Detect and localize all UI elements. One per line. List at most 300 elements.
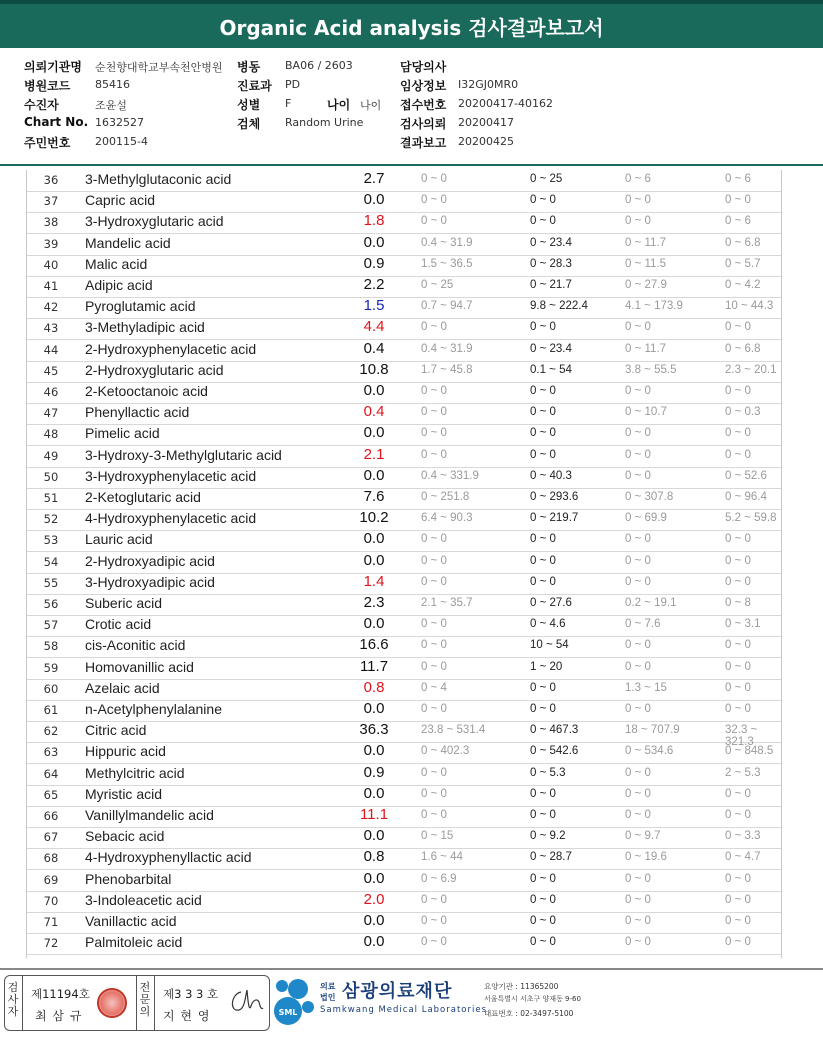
result-value: 1.5 (363, 297, 385, 315)
reference-range-3: 0 ~ 0 (625, 809, 651, 821)
clinical-info-label: 임상정보 (400, 79, 447, 93)
reference-range-4: 0 ~ 4.7 (725, 851, 761, 864)
result-value: 2.2 (363, 276, 385, 293)
result-value: 0.0 (363, 191, 385, 209)
footer-divider (0, 968, 823, 970)
table-row (27, 488, 781, 510)
reference-range-4: 0 ~ 0 (725, 575, 751, 588)
acid-name: 2-Ketoglutaric acid (85, 489, 201, 505)
acid-name: Mandelic acid (85, 234, 171, 251)
reference-range-1: 0 ~ 0 (421, 766, 447, 779)
acid-name: 4-Hydroxyphenyllactic acid (85, 849, 252, 866)
reference-range-4: 0 ~ 0 (725, 321, 751, 334)
ward-value: BA06 / 2603 (285, 59, 353, 72)
reference-range-3: 0 ~ 0 (625, 660, 651, 673)
reference-range-2: 0 ~ 4.6 (530, 618, 566, 631)
reference-range-4: 0 ~ 0 (725, 194, 751, 207)
reference-range-4: 0 ~ 5.7 (725, 257, 761, 270)
table-row (27, 912, 781, 934)
result-table (26, 170, 782, 958)
reference-range-2: 0 ~ 23.4 (530, 342, 572, 355)
row-number: 60 (43, 681, 59, 696)
specimen-value: Random Urine (285, 116, 364, 129)
table-row (27, 424, 781, 446)
table-row (27, 742, 781, 764)
table-row (27, 234, 781, 256)
signature-icon (227, 984, 265, 1020)
department-label: 진료과 (237, 79, 272, 93)
table-row (27, 403, 781, 425)
reference-range-2: 0 ~ 0 (530, 703, 556, 715)
reference-range-2: 0 ~ 0 (530, 681, 556, 694)
reference-range-1: 0 ~ 0 (421, 893, 447, 906)
reference-range-3: 0 ~ 10.7 (625, 406, 667, 419)
reference-range-1: 0.4 ~ 331.9 (421, 469, 479, 482)
acid-name: 2-Ketooctanoic acid (85, 383, 208, 399)
reference-range-3: 0 ~ 69.9 (625, 512, 667, 525)
acid-name: Homovanillic acid (85, 658, 194, 675)
org-prefix-top: 의료 (320, 982, 336, 991)
row-number: 62 (43, 724, 59, 739)
reference-range-1: 0 ~ 0 (421, 173, 447, 185)
reference-range-3: 0 ~ 11.7 (625, 236, 667, 249)
reference-range-3: 0 ~ 11.7 (625, 342, 667, 355)
result-value: 2.1 (363, 445, 385, 463)
chart-no-value: 1632527 (95, 116, 144, 129)
table-row (27, 382, 781, 404)
acid-name: 3-Methylglutaconic acid (85, 171, 232, 187)
reference-range-3: 3.8 ~ 55.5 (625, 363, 677, 376)
reference-range-3: 0 ~ 0 (625, 321, 651, 334)
reference-range-4: 0 ~ 0 (725, 681, 751, 694)
reference-range-1: 0 ~ 0 (421, 533, 447, 546)
reference-range-2: 0 ~ 0 (530, 194, 556, 207)
acid-name: 3-Hydroxyphenylacetic acid (85, 467, 257, 484)
reference-range-3: 0 ~ 0 (625, 639, 651, 652)
reference-range-4: 2 ~ 5.3 (725, 766, 761, 779)
reference-range-1: 0 ~ 0 (421, 936, 447, 949)
reference-range-2: 0 ~ 0 (530, 787, 556, 800)
row-number: 44 (43, 342, 59, 357)
reference-range-1: 0 ~ 0 (421, 787, 447, 800)
acid-name: n-Acetylphenylalanine (85, 701, 222, 717)
row-number: 43 (43, 321, 59, 336)
acid-name: 3-Hydroxyadipic acid (85, 573, 215, 590)
age-value: 나이 (360, 99, 382, 112)
reference-range-3: 0 ~ 9.7 (625, 830, 661, 843)
acid-name: Phenyllactic acid (85, 404, 190, 421)
reference-range-2: 0 ~ 5.3 (530, 766, 566, 779)
result-value: 0.0 (363, 700, 385, 717)
row-number: 50 (43, 469, 59, 484)
reference-range-1: 0 ~ 0 (421, 554, 447, 567)
acid-name: Crotic acid (85, 616, 152, 633)
row-number: 61 (43, 703, 59, 717)
logo-text: SML (278, 1008, 298, 1017)
row-number: 48 (43, 427, 59, 442)
reference-range-3: 0 ~ 27.9 (625, 279, 667, 291)
result-value: 2.3 (363, 594, 385, 611)
reference-range-3: 0 ~ 0 (625, 194, 651, 207)
row-number: 63 (43, 745, 59, 760)
table-row (27, 891, 781, 913)
sex-label: 성별 (237, 98, 261, 112)
acid-name: 2-Hydroxyadipic acid (85, 552, 215, 569)
reference-range-4: 0 ~ 0 (725, 809, 751, 821)
reference-range-2: 0 ~ 25 (530, 173, 563, 185)
result-value: 0.0 (363, 869, 385, 887)
row-number: 47 (43, 406, 59, 421)
table-row (27, 530, 781, 552)
reference-range-3: 0 ~ 7.6 (625, 618, 661, 631)
table-row (27, 700, 781, 722)
hospital-code-value: 85416 (95, 78, 130, 91)
table-row (27, 764, 781, 786)
acid-name: Malic acid (85, 255, 148, 272)
acid-name: Adipic acid (85, 277, 153, 293)
table-row (27, 446, 781, 468)
reference-range-1: 0 ~ 0 (421, 448, 447, 461)
reference-range-2: 0 ~ 0 (530, 215, 556, 228)
reference-range-2: 0 ~ 0 (530, 872, 556, 885)
reference-range-1: 0 ~ 0 (421, 575, 447, 588)
reference-range-4: 0 ~ 0 (725, 533, 751, 546)
row-number: 41 (43, 279, 59, 293)
acid-name: Azelaic acid (85, 679, 160, 696)
result-value: 10.2 (359, 509, 389, 527)
acid-name: 3-Methyladipic acid (85, 319, 205, 336)
row-number: 42 (43, 300, 59, 315)
result-value: 1.4 (363, 572, 385, 590)
reference-range-2: 0 ~ 28.3 (530, 257, 572, 270)
row-number: 70 (43, 893, 59, 908)
reference-range-4: 0 ~ 0 (725, 554, 751, 567)
reference-range-4: 0 ~ 3.3 (725, 830, 761, 843)
table-row (27, 785, 781, 807)
department-value: PD (285, 78, 301, 91)
reference-range-2: 0 ~ 0 (530, 554, 556, 567)
row-number: 51 (43, 491, 59, 505)
header-divider (0, 164, 823, 166)
reference-range-1: 0 ~ 0 (421, 215, 447, 228)
result-value: 2.0 (363, 890, 385, 908)
reference-range-1: 0 ~ 0 (421, 321, 447, 334)
reference-range-4: 2.3 ~ 20.1 (725, 363, 777, 376)
reference-range-2: 0 ~ 21.7 (530, 279, 572, 291)
reference-range-3: 0 ~ 0 (625, 766, 651, 779)
reference-range-2: 0 ~ 0 (530, 385, 556, 397)
row-number: 69 (43, 872, 59, 887)
reference-range-3: 0 ~ 0 (625, 872, 651, 885)
row-number: 64 (43, 766, 59, 781)
result-value: 0.8 (363, 678, 385, 696)
address: 서울특별시 서초구 양재동 9-60 (484, 995, 581, 1003)
reference-range-1: 0 ~ 0 (421, 809, 447, 821)
table-row (27, 361, 781, 383)
ward-label: 병동 (237, 60, 261, 74)
table-row (27, 721, 781, 749)
reference-range-1: 0 ~ 0 (421, 915, 447, 927)
reference-range-4: 0 ~ 0.3 (725, 406, 761, 419)
result-value: 0.0 (363, 827, 385, 845)
reference-range-2: 0 ~ 0 (530, 575, 556, 588)
table-row (27, 170, 781, 192)
reference-range-2: 0 ~ 0 (530, 893, 556, 906)
result-value: 36.3 (359, 721, 389, 739)
reference-range-1: 0 ~ 0 (421, 618, 447, 631)
specimen-label: 검체 (237, 117, 261, 131)
reference-range-4: 5.2 ~ 59.8 (725, 512, 777, 525)
org-name-en: Samkwang Medical Laboratories (320, 1005, 488, 1015)
reference-range-1: 0 ~ 251.8 (421, 491, 470, 503)
receipt-no-value: 20200417-40162 (458, 97, 553, 110)
reference-range-3: 0 ~ 0 (625, 936, 651, 949)
reference-range-2: 0 ~ 0 (530, 321, 556, 334)
reference-range-1: 0 ~ 4 (421, 681, 447, 694)
reference-range-3: 0 ~ 0 (625, 703, 651, 715)
row-number: 68 (43, 851, 59, 866)
org-prefix-bottom: 법인 (320, 993, 336, 1002)
row-number: 57 (43, 618, 59, 633)
reference-range-3: 18 ~ 707.9 (625, 724, 680, 737)
result-value: 11.1 (359, 806, 389, 823)
request-date-value: 20200417 (458, 116, 514, 129)
row-number: 54 (43, 554, 59, 569)
result-value: 11.7 (359, 657, 389, 675)
sex-value: F (285, 97, 292, 110)
reference-range-2: 0 ~ 27.6 (530, 597, 572, 609)
reference-range-2: 0 ~ 23.4 (530, 236, 572, 249)
institution-value: 순천향대학교부속천안병원 (95, 61, 223, 74)
reference-range-2: 0 ~ 0 (530, 448, 556, 461)
reference-range-1: 0.7 ~ 94.7 (421, 300, 473, 313)
chart-no-label: Chart No. (24, 115, 89, 129)
table-row (27, 679, 781, 701)
org-name: 삼광의료재단 (342, 981, 453, 1002)
acid-name: 3-Hydroxyglutaric acid (85, 213, 224, 230)
row-number: 39 (43, 236, 59, 251)
acid-name: 3-Hydroxy-3-Methylglutaric acid (85, 446, 282, 463)
specialist-name: 지 현 영 (163, 1009, 211, 1023)
reference-range-1: 0 ~ 0 (421, 406, 447, 419)
reference-range-4: 0 ~ 0 (725, 872, 751, 885)
reference-range-1: 1.7 ~ 45.8 (421, 363, 473, 376)
result-value: 0.0 (363, 912, 385, 929)
table-row (27, 318, 781, 340)
reference-range-1: 0 ~ 15 (421, 830, 454, 843)
reference-range-3: 0 ~ 0 (625, 893, 651, 906)
examinee-label: 수진자 (24, 98, 59, 112)
reference-range-4: 0 ~ 52.6 (725, 469, 767, 482)
signature-box (4, 975, 270, 1031)
reference-range-3: 0 ~ 0 (625, 385, 651, 397)
reference-range-2: 0 ~ 0 (530, 406, 556, 419)
table-row (27, 870, 781, 892)
result-value: 0.0 (363, 466, 385, 484)
reference-range-4: 0 ~ 0 (725, 893, 751, 906)
reference-range-2: 0 ~ 219.7 (530, 512, 579, 525)
acid-name: Palmitoleic acid (85, 934, 183, 951)
report-date-label: 결과보고 (400, 136, 447, 150)
id-no-value: 200115-4 (95, 135, 148, 148)
table-row (27, 509, 781, 531)
request-date-label: 검사의뢰 (400, 117, 447, 131)
reference-range-1: 0 ~ 402.3 (421, 745, 470, 758)
reference-range-4: 0 ~ 6 (725, 173, 751, 185)
specialist-vlabel-text: 전문의 (139, 981, 151, 1018)
result-value: 0.4 (363, 339, 385, 357)
acid-name: Lauric acid (85, 531, 153, 548)
sml-logo-icon (272, 977, 316, 1027)
examinee-value: 조윤설 (95, 99, 127, 112)
reference-range-3: 4.1 ~ 173.9 (625, 300, 683, 313)
examiner-vlabel-text: 검사자 (7, 981, 19, 1018)
reference-range-4: 0 ~ 0 (725, 448, 751, 461)
reference-range-4: 0 ~ 0 (725, 639, 751, 652)
reference-range-4: 0 ~ 0 (725, 915, 751, 927)
result-value: 0.9 (363, 763, 385, 781)
acid-name: Pyroglutamic acid (85, 298, 196, 315)
reference-range-3: 0 ~ 0 (625, 448, 651, 461)
row-number: 65 (43, 787, 59, 802)
reference-range-1: 0 ~ 0 (421, 427, 447, 440)
row-number: 38 (43, 215, 59, 230)
reference-range-1: 23.8 ~ 531.4 (421, 724, 486, 737)
reference-range-3: 0 ~ 0 (625, 215, 651, 228)
row-number: 40 (43, 257, 59, 272)
result-value: 4.4 (363, 318, 385, 336)
reference-range-2: 0 ~ 0 (530, 809, 556, 821)
row-number: 56 (43, 597, 59, 611)
table-row (27, 615, 781, 637)
acid-name: 3-Indoleacetic acid (85, 891, 202, 908)
table-row (27, 933, 781, 955)
acid-name: Citric acid (85, 722, 147, 739)
reference-range-4: 0 ~ 0 (725, 703, 751, 715)
reference-range-1: 2.1 ~ 35.7 (421, 597, 473, 609)
acid-name: Vanillactic acid (85, 913, 177, 929)
acid-name: Sebacic acid (85, 828, 165, 845)
row-number: 59 (43, 660, 59, 675)
reference-range-2: 0 ~ 542.6 (530, 745, 579, 758)
phone: 대표번호 : 02-3497-5100 (484, 1009, 574, 1018)
reference-range-3: 0 ~ 19.6 (625, 851, 667, 864)
row-number: 49 (43, 448, 59, 463)
report-date-value: 20200425 (458, 135, 514, 148)
table-row (27, 827, 781, 849)
institution-label: 의뢰기관명 (24, 60, 82, 74)
reference-range-2: 0 ~ 9.2 (530, 830, 566, 843)
reference-range-1: 1.6 ~ 44 (421, 851, 463, 864)
table-row (27, 552, 781, 574)
table-row (27, 573, 781, 595)
table-row (27, 212, 781, 234)
row-number: 67 (43, 830, 59, 845)
reference-range-3: 1.3 ~ 15 (625, 681, 667, 694)
reference-range-1: 0.4 ~ 31.9 (421, 342, 473, 355)
reference-range-3: 0 ~ 0 (625, 533, 651, 546)
reference-range-2: 9.8 ~ 222.4 (530, 300, 588, 313)
reference-range-4: 32.3 ~ 321.3 (725, 724, 758, 749)
reference-range-3: 0 ~ 11.5 (625, 257, 667, 270)
result-value: 0.9 (363, 254, 385, 272)
result-value: 16.6 (359, 636, 389, 654)
acid-name: 4-Hydroxyphenylacetic acid (85, 510, 257, 527)
result-value: 1.8 (363, 212, 385, 230)
age-label: 나이 (327, 98, 351, 112)
examiner-license: 제11194호 (31, 987, 90, 1001)
result-value: 0.0 (363, 382, 385, 399)
reference-range-2: 0 ~ 40.3 (530, 469, 572, 482)
reference-range-4: 0 ~ 4.2 (725, 279, 761, 291)
reference-range-2: 0 ~ 293.6 (530, 491, 579, 503)
reference-range-2: 0 ~ 0 (530, 915, 556, 927)
result-value: 0.0 (363, 933, 385, 951)
reference-range-3: 0 ~ 0 (625, 554, 651, 567)
reference-range-3: 0 ~ 307.8 (625, 491, 674, 503)
result-value: 0.0 (363, 615, 385, 633)
table-row (27, 340, 781, 362)
reference-range-2: 0 ~ 0 (530, 533, 556, 546)
reference-range-2: 0 ~ 28.7 (530, 851, 572, 864)
reference-range-1: 0 ~ 0 (421, 639, 447, 652)
specialist-vertical-label (139, 982, 151, 1018)
reference-range-2: 10 ~ 54 (530, 639, 569, 652)
reference-range-4: 0 ~ 6.8 (725, 342, 761, 355)
examiner-name: 최 삼 규 (35, 1009, 83, 1023)
reference-range-4: 0 ~ 3.1 (725, 618, 761, 631)
report-title: Organic Acid analysis 검사결과보고서 (0, 0, 823, 48)
receipt-no-label: 접수번호 (400, 98, 447, 112)
row-number: 66 (43, 809, 59, 823)
footer (0, 975, 823, 1035)
reference-range-4: 0 ~ 0 (725, 787, 751, 800)
row-number: 45 (43, 363, 59, 378)
reference-range-3: 0 ~ 0 (625, 427, 651, 440)
reference-range-1: 1.5 ~ 36.5 (421, 257, 473, 270)
result-value: 0.0 (363, 530, 385, 548)
reference-range-2: 0 ~ 0 (530, 427, 556, 440)
examiner-seal-icon (97, 988, 127, 1018)
reference-range-3: 0 ~ 0 (625, 787, 651, 800)
doctor-label: 담당의사 (400, 60, 447, 74)
acid-name: Suberic acid (85, 595, 163, 611)
table-row (27, 594, 781, 616)
reference-range-4: 0 ~ 848.5 (725, 745, 774, 758)
reference-range-3: 0 ~ 0 (625, 469, 651, 482)
reference-range-4: 0 ~ 6.8 (725, 236, 761, 249)
row-number: 71 (43, 915, 59, 929)
row-number: 52 (43, 512, 59, 527)
row-number: 37 (43, 194, 59, 209)
table-row (27, 276, 781, 298)
table-row (27, 806, 781, 828)
reference-range-3: 0 ~ 0 (625, 575, 651, 588)
reference-range-2: 1 ~ 20 (530, 660, 563, 673)
specialist-license: 제3 3 3 호 (163, 987, 219, 1001)
reference-range-2: 0.1 ~ 54 (530, 363, 572, 376)
result-value: 0.0 (363, 551, 385, 569)
result-value: 0.0 (363, 233, 385, 251)
result-value: 2.7 (363, 170, 385, 187)
acid-name: Hippuric acid (85, 743, 166, 760)
reference-range-1: 0 ~ 0 (421, 194, 447, 207)
reference-range-3: 0 ~ 0 (625, 915, 651, 927)
row-number: 58 (43, 639, 59, 654)
reference-range-4: 0 ~ 6 (725, 215, 751, 228)
acid-name: cis-Aconitic acid (85, 637, 186, 654)
table-row (27, 467, 781, 489)
